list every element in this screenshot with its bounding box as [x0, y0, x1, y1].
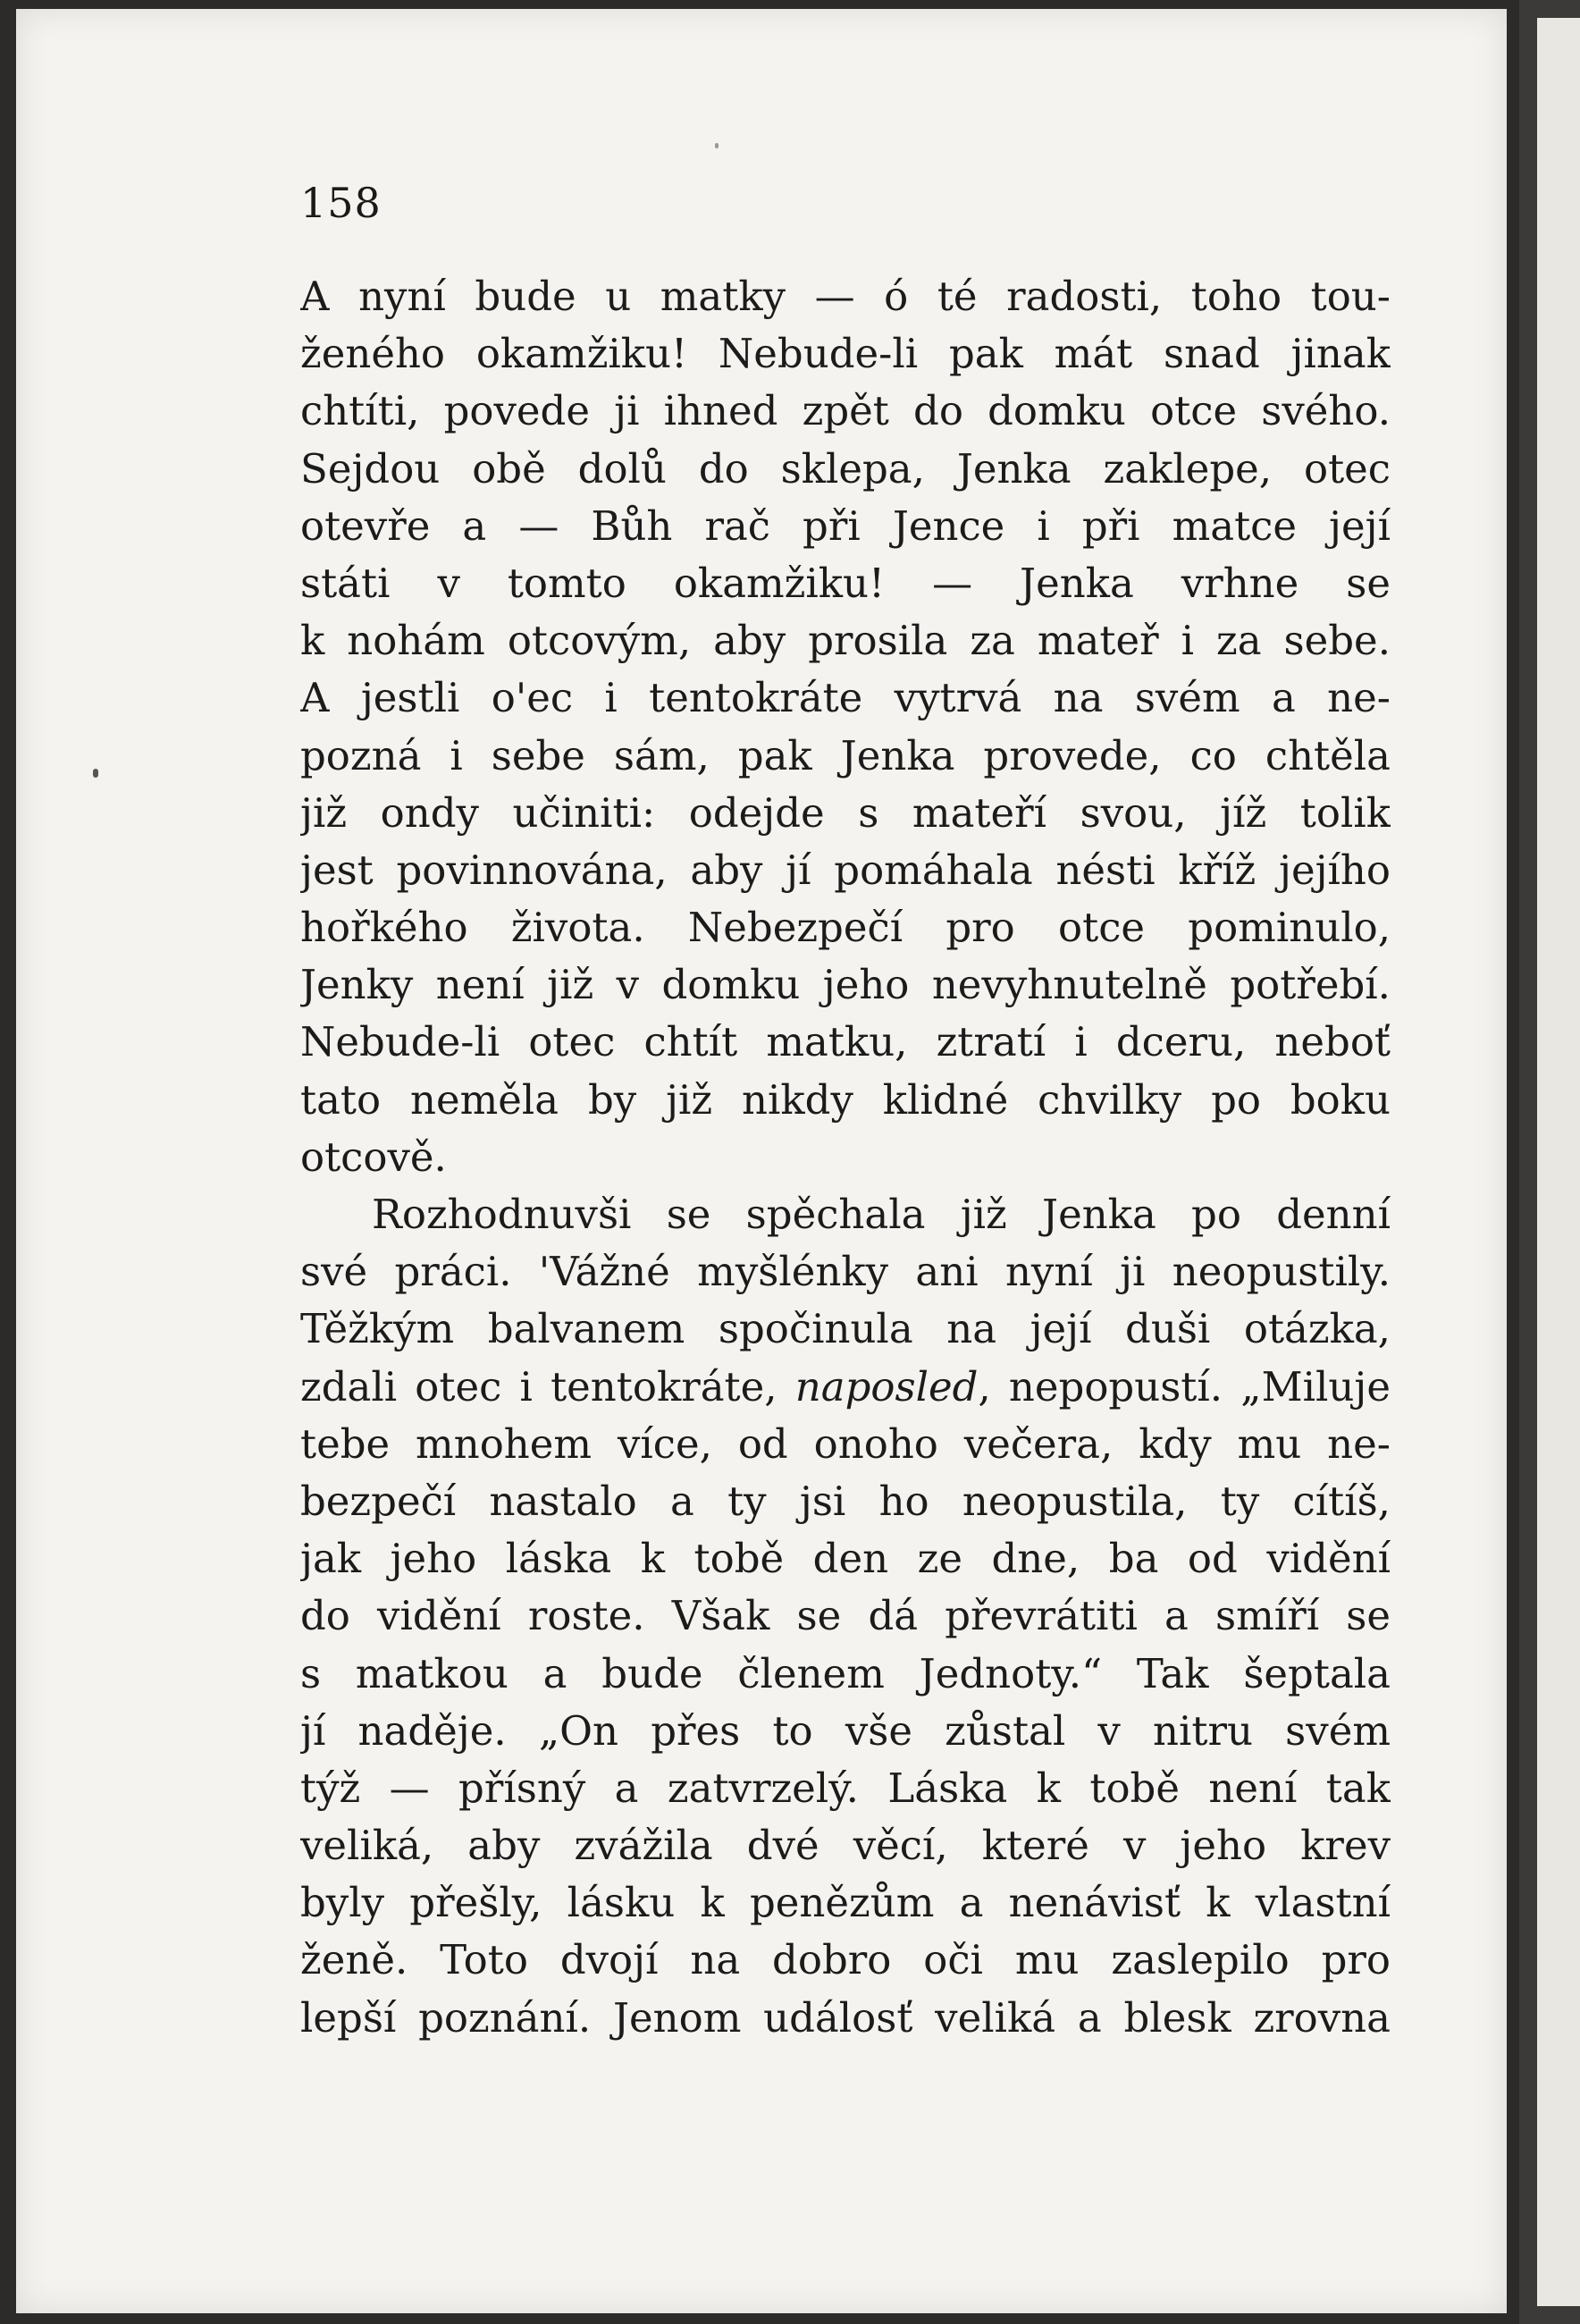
text-line: Nebude-li otec chtít matku, ztratí i dceru, neboť	[300, 1018, 1391, 1066]
text-line: otevře a — Bůh rač při Jence i při matce její	[300, 501, 1391, 550]
text-line: již ondy učiniti: odejde s mateří svou, jíž tolik	[300, 788, 1391, 837]
text-line: A jestli o'ec i tentokráte vytrvá na svém a ne-	[300, 674, 1391, 722]
text-line: tato neměla by již nikdy klidné chvilky po boku	[300, 1075, 1391, 1124]
text-line: pozná i sebe sám, pak Jenka provede, co chtěla	[300, 731, 1391, 779]
text-line: lepší poznání. Jenom událosť veliká a blesk zrovna	[300, 1993, 1391, 2042]
text-line: týž — přísný a zatvrzelý. Láska k tobě není tak	[300, 1764, 1391, 1812]
text-line: veliká, aby zvážila dvé věcí, které v jeho krev	[300, 1822, 1391, 1870]
text-line: jak jeho láska k tobě den ze dne, ba od vidění	[300, 1535, 1391, 1583]
text-line: A nyní bude u matky — ó té radosti, toho tou-	[300, 273, 1391, 320]
scan-speck	[93, 769, 98, 778]
page-number: 158	[300, 179, 382, 227]
body-text	[300, 268, 1391, 2047]
emphasized-word: naposled	[794, 1362, 979, 1410]
text-line: otcově.	[300, 1133, 447, 1181]
text-line: ženě. Toto dvojí na dobro oči mu zaslepilo pro	[300, 1936, 1391, 1984]
text-line: Těžkým balvanem spočinula na její duši otázka,	[300, 1305, 1391, 1353]
text-line: hořkého života. Nebezpečí pro otce pominulo,	[300, 904, 1391, 952]
text-line: jest povinnována, aby jí pomáhala nésti kříž jejího	[300, 846, 1391, 894]
text-line: ženého okamžiku! Nebude-li pak mát snad jinak	[300, 330, 1391, 378]
text-line: státi v tomto okamžiku! — Jenka vrhne se	[300, 559, 1391, 607]
scan-speck	[715, 143, 719, 148]
text-line: k nohám otcovým, aby prosila za mateř i za sebe.	[300, 617, 1391, 665]
text-line: s matkou a bude členem Jednoty.“ Tak šeptala	[300, 1649, 1391, 1697]
text-line: Jenky není již v domku jeho nevyhnutelně potřebí.	[300, 961, 1391, 1009]
text-line: do vidění roste. Však se dá převrátiti a smíří se	[300, 1592, 1391, 1640]
text-line: bezpečí nastalo a ty jsi ho neopustila, ty cítíš,	[300, 1477, 1391, 1525]
text-line: chtíti, povede ji ihned zpět do domku otce svého.	[300, 387, 1391, 435]
text-line: Rozhodnuvši se spěchala již Jenka po denní	[372, 1191, 1391, 1238]
text-line: tebe mnohem více, od onoho večera, kdy mu ne-	[300, 1419, 1391, 1468]
text-line: Sejdou obě dolů do sklepa, Jenka zaklepe, otec	[300, 444, 1391, 493]
next-page-edge	[1537, 18, 1580, 2306]
text-line: byly přešly, lásku k penězům a nenávisť k vlastní	[300, 1879, 1391, 1927]
text-line: jí naděje. „On přes to vše zůstal v nitru svém	[300, 1706, 1391, 1755]
text-line: své práci. 'Vážné myšlénky ani nyní ji neopustily.	[300, 1248, 1391, 1296]
text-line: zdali otec i tentokráte, naposled, nepopustí. „Miluje	[300, 1362, 1391, 1410]
